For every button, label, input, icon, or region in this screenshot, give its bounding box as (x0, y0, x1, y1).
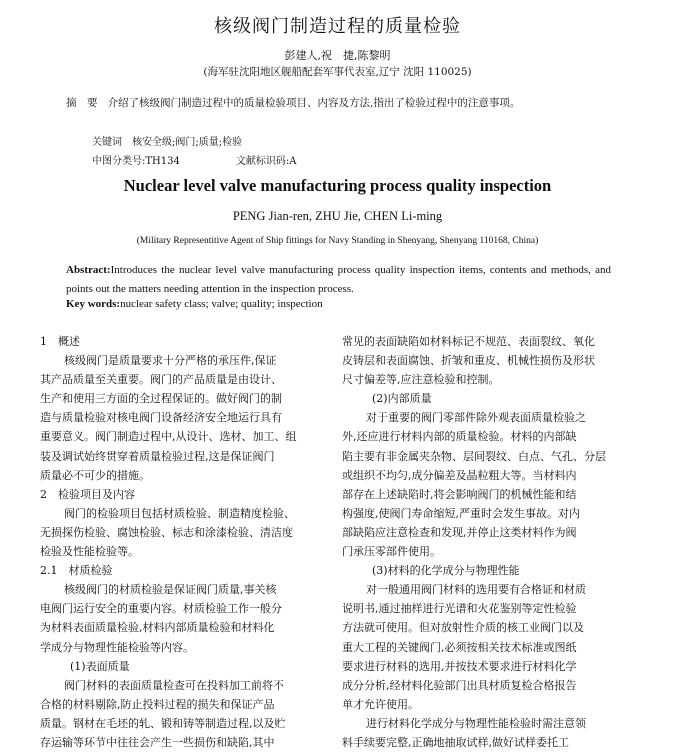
abstract-text-cn: 介绍了核级阀门制造过程中的质量检验项目、内容及方法,指出了检验过程中的注意事项。 (107, 97, 521, 109)
abstract-label-cn: 摘 要 (66, 97, 98, 109)
section-heading: 1 概述 (40, 335, 80, 348)
body-line: 其产品质量至关重要。阀门的产品质量是由设计、 (40, 373, 282, 387)
body-line: 阀门材料的表面质量检查可在投料加工前将不 (64, 678, 284, 692)
body-line: 质量必不可少的措施。 (40, 468, 150, 482)
body-line: 部存在上述缺陷时,将会影响阀门的机械性能和结 (342, 487, 577, 501)
body-line: 造与质量检验对核电阀门设备经济安全地运行具有 (40, 411, 282, 425)
body-line: 对一般通用阀门材料的选用要有合格证和材质 (366, 583, 586, 597)
body-line: 进行材料化学成分与物理性能检验时需注意领 (366, 716, 586, 730)
keywords-en (66, 298, 611, 310)
affiliation-cn: (海军驻沈阳地区舰船配套军事代表室,辽宁 沈阳 110025) (203, 66, 472, 78)
body-line: 门承压零部件使用。 (342, 545, 441, 559)
body-line: 合格的材料剔除,防止投料过程的损失和保证产品 (40, 697, 275, 711)
body-line: 阀门的检验项目包括材质检验、制造精度检验、 (64, 506, 295, 520)
item-heading: (1)表面质量 (70, 659, 130, 673)
body-line: 要求进行材料的选用,并按技术要求进行材料化学 (342, 659, 577, 673)
body-column-left (40, 332, 318, 752)
item-heading: (2)内部质量 (372, 392, 432, 406)
keywords-cn: 关键词 核安全级;阀门;质量;检验 (92, 137, 243, 148)
body-line: 装及调试始终贯穿着质量检验过程,这是保证阀门 (40, 449, 275, 463)
body-line: 对于重要的阀门零部件除外观表面质量检验之 (366, 411, 586, 425)
body-line: 料手续要完整,正确地抽取试样,做好试样委托工 (342, 735, 569, 749)
body-line: 构强度,使阀门寿命缩短,严重时会发生事故。对内 (342, 506, 580, 520)
body-line: 尺寸偏差等,应注意检验和控制。 (342, 373, 500, 387)
body-line: 核级阀门的材质检验是保证阀门质量,事关核 (64, 583, 277, 597)
section-heading: 2 检验项目及内容 (40, 487, 135, 501)
classification-line (92, 152, 296, 167)
body-line: 重要意义。阀门制造过程中,从设计、选材、加工、组 (40, 430, 297, 444)
body-line: 核级阀门是质量要求十分严格的承压件,保证 (64, 354, 277, 368)
body-line: 存运输等环节中往往会产生一些损伤和缺陷,其中 (40, 735, 275, 749)
body-line: 重大工程的关键阀门,必须按相关技术标准或图纸 (342, 640, 577, 654)
body-line: 为材料表面质量检验,材料内部质量检验和材料化 (40, 621, 275, 635)
subsection-heading: 2.1 材质检验 (40, 564, 113, 578)
body-line: 单才允许使用。 (342, 697, 419, 711)
body-line: 学成分与物理性能检验等内容。 (40, 640, 194, 654)
keywords-text-en: nuclear safety class; valve; quality; inspection (120, 298, 323, 310)
body-line: 生产和使用三方面的全过程保证的。做好阀门的制 (40, 392, 282, 406)
body-line: 电阀门运行安全的重要内容。材质检验工作一般分 (40, 602, 282, 616)
body-line: 部缺陷应注意检查和发现,并停止这类材料作为阀 (342, 525, 577, 539)
clc-number: 中图分类号:TH134 (92, 156, 180, 167)
abstract-label-en: Abstract: (66, 264, 111, 276)
authors-cn: 彭建人,祝 捷,陈黎明 (284, 49, 391, 62)
body-line: 陷主要有非金属夹杂物、层间裂纹、白点、气孔、分层 (342, 449, 606, 463)
body-line: 皮铸层和表面腐蚀、折皱和重皮、机械性损伤及形状 (342, 354, 595, 368)
affiliation-en: (Military Representitive Agent of Ship fittings for Navy Standing in Shenyang, Shenyang 110168, China) (136, 236, 539, 246)
body-line: 无损探伤检验、腐蚀检验、标志和涂漆检验、清洁度 (40, 525, 293, 539)
abstract-en (66, 261, 611, 299)
abstract-cn (66, 93, 611, 113)
body-line: 质量。钢材在毛坯的轧、锻和铸等制造过程,以及贮 (40, 716, 286, 730)
keywords-label-en: Key words: (66, 298, 121, 310)
document-code: 文献标识码:A (235, 156, 297, 167)
body-line: 或组织不均匀,成分偏差及晶粒粗大等。当材料内 (342, 468, 577, 482)
body-line: 常见的表面缺陷如材料标记不规范、表面裂纹、氧化 (342, 335, 595, 348)
body-line: 外,还应进行材料内部的质量检验。材料的内部缺 (342, 430, 577, 444)
abstract-text-en: Introduces the nuclear level valve manufacturing process quality inspection items, contents and methods, and points out the matters needing attention in the inspection process. (66, 264, 611, 295)
body-line: 成分分析,经材料化验部门出具材质复检合格报告 (342, 678, 577, 692)
body-line: 方法就可使用。但对放射性介质的核工业阀门以及 (342, 621, 584, 635)
paper-title-cn: 核级阀门制造过程的质量检验 (214, 16, 461, 37)
body-line: 说明书,通过抽样进行光谱和火花鉴别等定性检验 (342, 602, 577, 616)
body-line: 检验及性能检验等。 (40, 545, 139, 559)
item-heading: (3)材料的化学成分与物理性能 (372, 564, 520, 578)
body-column-right (342, 332, 620, 752)
paper-title-en: Nuclear level valve manufacturing process quality inspection (123, 176, 552, 195)
authors-en: PENG Jian-ren, ZHU Jie, CHEN Li-ming (232, 209, 443, 223)
